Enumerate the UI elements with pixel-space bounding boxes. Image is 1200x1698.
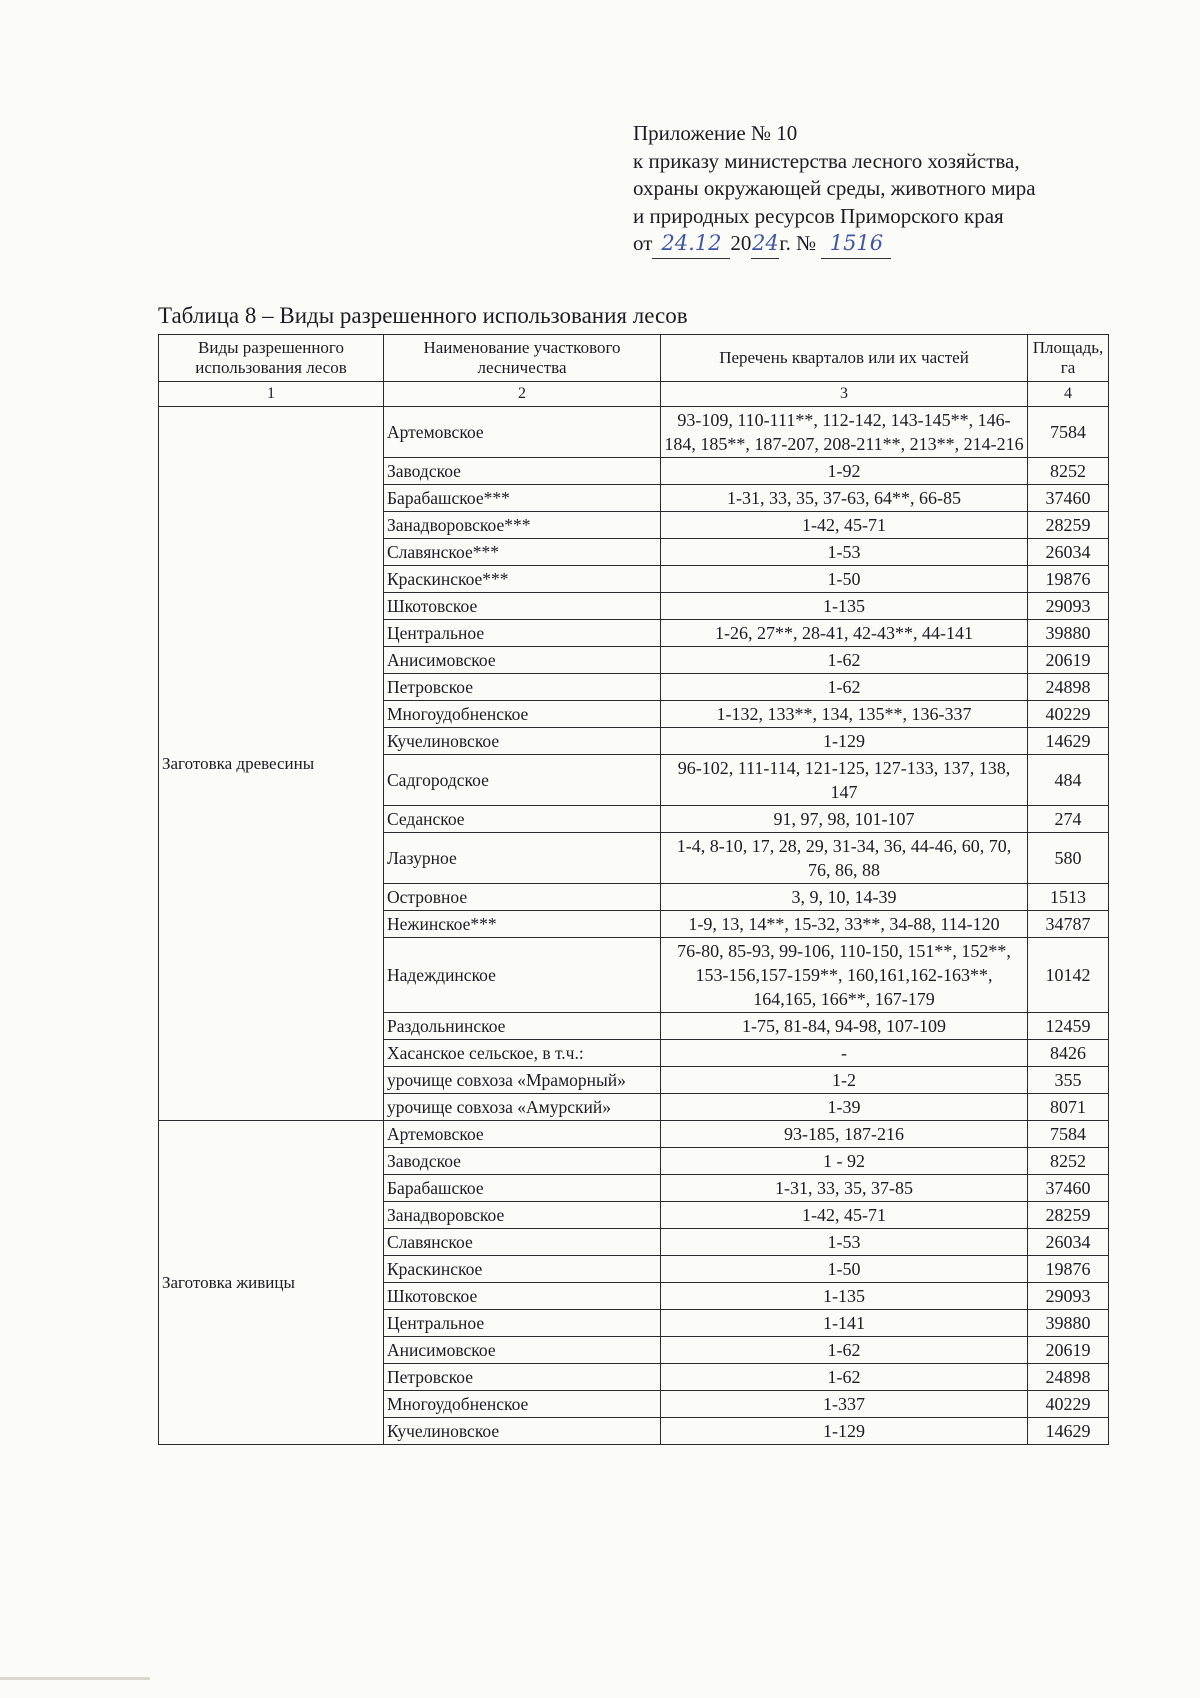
forestry-cell: Анисимовское [384,1337,661,1364]
forestry-cell: Многоудобненское [384,701,661,728]
forestry-cell: Славянское [384,1229,661,1256]
appendix-title: Приложение № 10 [633,121,798,145]
quarters-cell: 1-26, 27**, 28-41, 42-43**, 44-141 [661,620,1028,647]
quarters-cell: 1-135 [661,1283,1028,1310]
forestry-cell: Хасанское сельское, в т.ч.: [384,1040,661,1067]
forestry-cell: Центральное [384,1310,661,1337]
table-row [159,407,1109,458]
area-cell: 37460 [1028,1175,1109,1202]
area-cell: 580 [1028,833,1109,884]
quarters-cell: 93-185, 187-216 [661,1121,1028,1148]
table-title: Таблица 8 – Виды разрешенного использования лесов [158,303,688,328]
quarters-cell: 1-135 [661,593,1028,620]
area-cell: 29093 [1028,1283,1109,1310]
column-number: 3 [661,382,1028,407]
area-cell: 40229 [1028,701,1109,728]
handwritten-year: 24 [751,230,779,259]
quarters-cell: 3, 9, 10, 14-39 [661,884,1028,911]
area-cell: 12459 [1028,1013,1109,1040]
column-number: 4 [1028,382,1109,407]
area-cell: 28259 [1028,512,1109,539]
area-cell: 8426 [1028,1040,1109,1067]
forestry-cell: Краскинское*** [384,566,661,593]
area-cell: 34787 [1028,911,1109,938]
quarters-cell: 1-141 [661,1310,1028,1337]
appendix-line-3: охраны окружающей среды, животного мира [633,176,1036,200]
quarters-cell: 1-9, 13, 14**, 15-32, 33**, 34-88, 114-120 [661,911,1028,938]
area-cell: 20619 [1028,1337,1109,1364]
header-row [159,335,1109,382]
forest-use-table [158,334,1109,1445]
appendix-block [633,120,1153,259]
header-area: Площадь, га [1028,335,1109,382]
area-cell: 19876 [1028,566,1109,593]
area-cell: 28259 [1028,1202,1109,1229]
scan-edge [0,1677,150,1680]
quarters-cell: 1 - 92 [661,1148,1028,1175]
quarters-cell: 1-53 [661,1229,1028,1256]
quarters-cell: 1-132, 133**, 134, 135**, 136-337 [661,701,1028,728]
date-prefix: от [633,231,653,255]
quarters-cell: 1-4, 8-10, 17, 28, 29, 31-34, 36, 44-46, 60, 70, 76, 86, 88 [661,833,1028,884]
area-cell: 26034 [1028,539,1109,566]
area-cell: 8252 [1028,1148,1109,1175]
forestry-cell: урочище совхоза «Мраморный» [384,1067,661,1094]
forestry-cell: Барабашское*** [384,485,661,512]
forestry-cell: Артемовское [384,407,661,458]
appendix-line-2: к приказу министерства лесного хозяйства, [633,148,1020,173]
appendix-date-line [633,230,1153,259]
area-cell: 24898 [1028,674,1109,701]
quarters-cell: 1-62 [661,674,1028,701]
quarters-cell: 1-129 [661,1418,1028,1445]
forestry-cell: Заводское [384,458,661,485]
forestry-cell: Занадворовское [384,1202,661,1229]
quarters-cell: 96-102, 111-114, 121-125, 127-133, 137, 138, 147 [661,755,1028,806]
forestry-cell: Кучелиновское [384,1418,661,1445]
forestry-cell: Занадворовское*** [384,512,661,539]
forestry-cell: урочище совхоза «Амурский» [384,1094,661,1121]
quarters-cell: 1-31, 33, 35, 37-85 [661,1175,1028,1202]
area-cell: 29093 [1028,593,1109,620]
table-row [159,1121,1109,1148]
quarters-cell: 1-42, 45-71 [661,1202,1028,1229]
forestry-cell: Петровское [384,1364,661,1391]
forestry-cell: Надеждинское [384,938,661,1013]
quarters-cell: 1-62 [661,1337,1028,1364]
quarters-cell: 1-62 [661,647,1028,674]
quarters-cell: 1-129 [661,728,1028,755]
area-cell: 14629 [1028,728,1109,755]
forestry-cell: Центральное [384,620,661,647]
quarters-cell: 1-50 [661,566,1028,593]
area-cell: 37460 [1028,485,1109,512]
forestry-cell: Барабашское [384,1175,661,1202]
area-cell: 20619 [1028,647,1109,674]
area-cell: 8252 [1028,458,1109,485]
area-cell: 39880 [1028,1310,1109,1337]
date-year-prefix: 20 [730,231,752,255]
area-cell: 19876 [1028,1256,1109,1283]
area-cell: 1513 [1028,884,1109,911]
quarters-cell: 1-92 [661,458,1028,485]
forestry-cell: Заводское [384,1148,661,1175]
forestry-cell: Шкотовское [384,593,661,620]
area-cell: 14629 [1028,1418,1109,1445]
date-number-label: г. № [779,231,817,255]
forestry-cell: Шкотовское [384,1283,661,1310]
use-type-cell: Заготовка живицы [159,1121,384,1445]
column-number-row [159,382,1109,407]
column-number: 2 [384,382,661,407]
area-cell: 24898 [1028,1364,1109,1391]
use-type-cell: Заготовка древесины [159,407,384,1121]
area-cell: 40229 [1028,1391,1109,1418]
forestry-cell: Многоудобненское [384,1391,661,1418]
quarters-cell: 1-50 [661,1256,1028,1283]
handwritten-order-number: 1516 [821,230,891,259]
header-quarters: Перечень кварталов или их частей [661,335,1028,382]
area-cell: 484 [1028,755,1109,806]
quarters-cell: 1-42, 45-71 [661,512,1028,539]
quarters-cell: 1-2 [661,1067,1028,1094]
forestry-cell: Анисимовское [384,647,661,674]
area-cell: 26034 [1028,1229,1109,1256]
quarters-cell: 1-62 [661,1364,1028,1391]
area-cell: 39880 [1028,620,1109,647]
quarters-cell: - [661,1040,1028,1067]
header-forestry: Наименование участкового лесничества [384,335,661,382]
forestry-cell: Садгородское [384,755,661,806]
forestry-cell: Островное [384,884,661,911]
forestry-cell: Краскинское [384,1256,661,1283]
forestry-cell: Артемовское [384,1121,661,1148]
area-cell: 10142 [1028,938,1109,1013]
forestry-cell: Кучелиновское [384,728,661,755]
quarters-cell: 1-337 [661,1391,1028,1418]
quarters-cell: 76-80, 85-93, 99-106, 110-150, 151**, 152**, 153-156,157-159**, 160,161,162-163**, 164,165, 166**, 167-179 [661,938,1028,1013]
forestry-cell: Раздольнинское [384,1013,661,1040]
quarters-cell: 1-31, 33, 35, 37-63, 64**, 66-85 [661,485,1028,512]
quarters-cell: 1-75, 81-84, 94-98, 107-109 [661,1013,1028,1040]
forestry-cell: Славянское*** [384,539,661,566]
appendix-line-4: и природных ресурсов Приморского края [633,203,1004,228]
column-number: 1 [159,382,384,407]
forestry-cell: Нежинское*** [384,911,661,938]
forestry-cell: Петровское [384,674,661,701]
area-cell: 355 [1028,1067,1109,1094]
quarters-cell: 91, 97, 98, 101-107 [661,806,1028,833]
quarters-cell: 93-109, 110-111**, 112-142, 143-145**, 146-184, 185**, 187-207, 208-211**, 213**, 214-216 [661,407,1028,458]
forestry-cell: Седанское [384,806,661,833]
area-cell: 7584 [1028,1121,1109,1148]
area-cell: 7584 [1028,407,1109,458]
area-cell: 8071 [1028,1094,1109,1121]
quarters-cell: 1-39 [661,1094,1028,1121]
handwritten-date: 24.12 [652,230,730,259]
header-use-type: Виды разрешенного использования лесов [159,335,384,382]
forestry-cell: Лазурное [384,833,661,884]
quarters-cell: 1-53 [661,539,1028,566]
area-cell: 274 [1028,806,1109,833]
